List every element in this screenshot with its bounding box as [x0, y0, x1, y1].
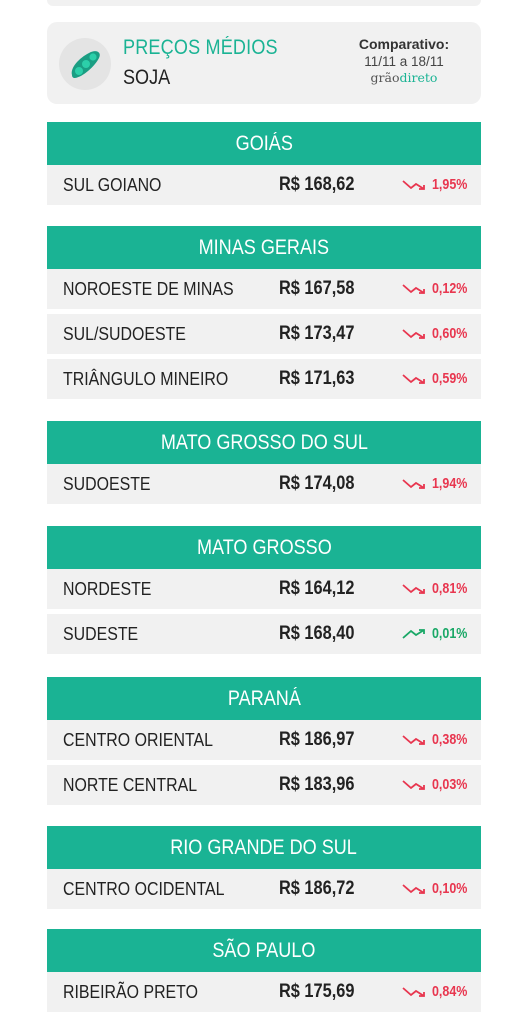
previous-card-edge [47, 0, 481, 6]
price-row [47, 359, 481, 399]
region-name: TRIÂNGULO MINEIRO [63, 368, 229, 389]
change-percent: 0,12% [431, 281, 468, 297]
price-value: R$ 186,97 [279, 729, 355, 750]
price-row [47, 869, 481, 909]
soybean-logo [59, 38, 111, 90]
state-section [47, 526, 481, 654]
change-percent: 0,81% [431, 581, 468, 597]
price-row [47, 972, 481, 1012]
region-name: SUDOESTE [63, 473, 151, 494]
trend-down-icon [402, 883, 428, 895]
change-percent: 1,95% [431, 177, 468, 193]
price-row [47, 269, 481, 309]
state-section [47, 826, 481, 909]
state-section [47, 421, 481, 504]
state-header [47, 677, 481, 720]
trend-down-icon [402, 373, 428, 385]
commodity-name: SOJA [123, 66, 171, 89]
trend-down-icon [402, 328, 428, 340]
trend-down-icon [402, 779, 428, 791]
state-section [47, 677, 481, 805]
state-header [47, 526, 481, 569]
price-header-card [47, 22, 481, 104]
comparison-dates: 11/11 a 18/11 [364, 54, 444, 69]
price-change [402, 269, 473, 309]
price-change [402, 765, 473, 805]
price-value: R$ 186,72 [279, 878, 355, 899]
price-change [402, 569, 473, 609]
change-percent: 1,94% [431, 476, 468, 492]
trend-down-icon [402, 179, 428, 191]
trend-down-icon [402, 478, 428, 490]
price-value: R$ 168,40 [279, 623, 355, 644]
trend-down-icon [402, 583, 428, 595]
price-change [402, 314, 473, 354]
price-value: R$ 174,08 [279, 473, 355, 494]
price-change [402, 972, 473, 1012]
state-section [47, 122, 481, 205]
change-percent: 0,38% [431, 732, 468, 748]
price-change [402, 165, 473, 205]
state-section [47, 226, 481, 399]
state-name: MINAS GERAIS [198, 235, 330, 259]
region-name: NOROESTE DE MINAS [63, 278, 234, 299]
price-value: R$ 164,12 [279, 578, 355, 599]
region-name: NORTE CENTRAL [63, 774, 198, 795]
price-change [402, 869, 473, 909]
region-name: RIBEIRÃO PRETO [63, 981, 198, 1002]
state-header [47, 226, 481, 269]
price-change [402, 720, 473, 760]
trend-up-icon [402, 628, 428, 640]
state-name: MATO GROSSO DO SUL [160, 430, 368, 454]
region-name: CENTRO OCIDENTAL [63, 878, 225, 899]
change-percent: 0,03% [431, 777, 468, 793]
price-value: R$ 175,69 [279, 981, 355, 1002]
state-name: RIO GRANDE DO SUL [170, 835, 358, 859]
comparison-label: Comparativo: [358, 36, 450, 52]
price-value: R$ 167,58 [279, 278, 355, 299]
state-section [47, 929, 481, 1012]
price-row [47, 614, 481, 654]
state-header [47, 122, 481, 165]
state-name: SÃO PAULO [212, 938, 316, 962]
region-name: NORDESTE [63, 578, 152, 599]
state-name: MATO GROSSO [196, 535, 332, 559]
price-value: R$ 168,62 [279, 174, 355, 195]
soybean-pod-icon [65, 44, 105, 84]
state-name: PARANÁ [227, 686, 301, 710]
price-value: R$ 173,47 [279, 323, 355, 344]
change-percent: 0,84% [431, 984, 468, 1000]
region-name: SUL GOIANO [63, 174, 162, 195]
change-percent: 0,01% [431, 626, 468, 642]
trend-down-icon [402, 986, 428, 998]
price-value: R$ 171,63 [279, 368, 355, 389]
price-change [402, 359, 473, 399]
comparison-info [339, 36, 469, 85]
trend-down-icon [402, 283, 428, 295]
change-percent: 0,10% [431, 881, 468, 897]
state-header [47, 826, 481, 869]
state-header [47, 929, 481, 972]
region-name: SUDESTE [63, 623, 139, 644]
price-row [47, 464, 481, 504]
price-change [402, 614, 473, 654]
trend-down-icon [402, 734, 428, 746]
change-percent: 0,59% [431, 371, 468, 387]
brand-logo: grãodireto [370, 70, 438, 85]
price-row [47, 569, 481, 609]
price-row [47, 765, 481, 805]
price-change [402, 464, 473, 504]
change-percent: 0,60% [431, 326, 468, 342]
state-name: GOIÁS [235, 131, 293, 155]
price-row [47, 165, 481, 205]
price-row [47, 720, 481, 760]
state-header [47, 421, 481, 464]
page-title: PREÇOS MÉDIOS [123, 36, 278, 59]
region-name: SUL/SUDOESTE [63, 323, 186, 344]
price-value: R$ 183,96 [279, 774, 355, 795]
price-row [47, 314, 481, 354]
region-name: CENTRO ORIENTAL [63, 729, 213, 750]
